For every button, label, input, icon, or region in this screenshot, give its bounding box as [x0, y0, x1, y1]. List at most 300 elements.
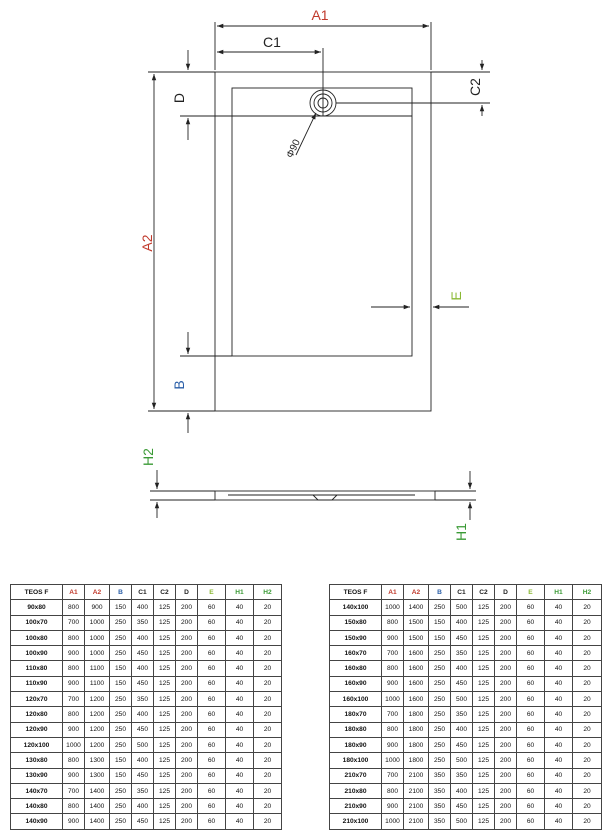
tray-side-profile	[215, 491, 435, 500]
value-cell: 200	[176, 799, 198, 814]
value-cell: 400	[132, 753, 154, 768]
value-cell: 900	[85, 600, 110, 615]
value-cell: 60	[198, 661, 226, 676]
value-cell: 1000	[382, 753, 404, 768]
label-d: D	[171, 92, 187, 104]
value-cell: 20	[573, 783, 602, 798]
value-cell: 125	[154, 768, 176, 783]
value-cell: 150	[429, 615, 451, 630]
value-cell: 200	[176, 630, 198, 645]
table-row	[330, 676, 602, 691]
value-cell: 60	[517, 646, 545, 661]
value-cell: 200	[176, 600, 198, 615]
value-cell: 60	[517, 737, 545, 752]
value-cell: 700	[382, 646, 404, 661]
value-cell: 1000	[85, 646, 110, 661]
value-cell: 200	[176, 615, 198, 630]
value-cell: 1300	[85, 753, 110, 768]
model-cell: 110x90	[11, 676, 63, 691]
value-cell: 125	[154, 661, 176, 676]
value-cell: 125	[473, 783, 495, 798]
value-cell: 40	[545, 722, 573, 737]
value-cell: 250	[429, 707, 451, 722]
value-cell: 20	[254, 692, 282, 707]
value-cell: 1800	[404, 707, 429, 722]
value-cell: 200	[176, 814, 198, 829]
value-cell: 60	[517, 783, 545, 798]
value-cell: 800	[63, 799, 85, 814]
value-cell: 200	[495, 676, 517, 691]
value-cell: 20	[573, 692, 602, 707]
value-cell: 2100	[404, 799, 429, 814]
value-cell: 200	[495, 722, 517, 737]
value-cell: 250	[110, 722, 132, 737]
value-cell: 40	[226, 661, 254, 676]
value-cell: 125	[473, 814, 495, 829]
value-cell: 60	[198, 615, 226, 630]
value-cell: 1100	[85, 661, 110, 676]
table-row	[11, 676, 282, 691]
value-cell: 800	[63, 661, 85, 676]
value-cell: 250	[429, 676, 451, 691]
value-cell: 150	[429, 630, 451, 645]
table-row	[330, 799, 602, 814]
value-cell: 1000	[382, 692, 404, 707]
model-cell: 100x90	[11, 646, 63, 661]
value-cell: 1400	[85, 783, 110, 798]
value-cell: 200	[495, 707, 517, 722]
column-header-b: B	[429, 585, 451, 600]
value-cell: 60	[517, 692, 545, 707]
value-cell: 125	[154, 722, 176, 737]
value-cell: 800	[63, 630, 85, 645]
value-cell: 1200	[85, 722, 110, 737]
value-cell: 200	[176, 661, 198, 676]
value-cell: 40	[545, 615, 573, 630]
value-cell: 1000	[85, 630, 110, 645]
value-cell: 200	[176, 783, 198, 798]
value-cell: 125	[473, 615, 495, 630]
value-cell: 350	[451, 646, 473, 661]
value-cell: 60	[198, 630, 226, 645]
value-cell: 450	[451, 737, 473, 752]
value-cell: 60	[198, 799, 226, 814]
value-cell: 125	[154, 692, 176, 707]
value-cell: 400	[132, 600, 154, 615]
table-row	[330, 600, 602, 615]
table-row	[330, 753, 602, 768]
value-cell: 800	[382, 722, 404, 737]
value-cell: 450	[451, 630, 473, 645]
value-cell: 250	[110, 814, 132, 829]
value-cell: 40	[226, 676, 254, 691]
column-header-h2: H2	[254, 585, 282, 600]
value-cell: 1300	[85, 768, 110, 783]
value-cell: 1000	[382, 814, 404, 829]
value-cell: 40	[545, 676, 573, 691]
model-cell: 120x100	[11, 737, 63, 752]
value-cell: 700	[382, 707, 404, 722]
value-cell: 60	[517, 661, 545, 676]
value-cell: 20	[573, 630, 602, 645]
value-cell: 500	[451, 692, 473, 707]
column-header-h1: H1	[226, 585, 254, 600]
value-cell: 60	[198, 722, 226, 737]
table-row	[11, 692, 282, 707]
value-cell: 250	[110, 630, 132, 645]
table-row	[330, 814, 602, 829]
column-header-c1: C1	[132, 585, 154, 600]
table-row	[11, 661, 282, 676]
model-cell: 140x100	[330, 600, 382, 615]
value-cell: 400	[451, 722, 473, 737]
value-cell: 200	[495, 615, 517, 630]
value-cell: 125	[154, 737, 176, 752]
value-cell: 125	[154, 676, 176, 691]
value-cell: 250	[110, 646, 132, 661]
value-cell: 60	[517, 799, 545, 814]
model-cell: 160x80	[330, 661, 382, 676]
value-cell: 150	[110, 768, 132, 783]
value-cell: 350	[132, 615, 154, 630]
model-cell: 140x70	[11, 783, 63, 798]
value-cell: 350	[451, 707, 473, 722]
value-cell: 20	[573, 722, 602, 737]
value-cell: 200	[495, 646, 517, 661]
value-cell: 40	[226, 768, 254, 783]
value-cell: 20	[573, 646, 602, 661]
value-cell: 40	[226, 692, 254, 707]
model-cell: 160x70	[330, 646, 382, 661]
model-cell: 130x90	[11, 768, 63, 783]
value-cell: 125	[473, 630, 495, 645]
value-cell: 900	[63, 768, 85, 783]
value-cell: 20	[254, 615, 282, 630]
value-cell: 1400	[404, 600, 429, 615]
value-cell: 20	[573, 799, 602, 814]
value-cell: 1000	[63, 737, 85, 752]
value-cell: 250	[110, 799, 132, 814]
value-cell: 200	[495, 753, 517, 768]
value-cell: 60	[198, 600, 226, 615]
value-cell: 200	[176, 753, 198, 768]
model-cell: 120x90	[11, 722, 63, 737]
value-cell: 60	[198, 768, 226, 783]
value-cell: 20	[254, 661, 282, 676]
value-cell: 20	[254, 768, 282, 783]
value-cell: 125	[473, 676, 495, 691]
value-cell: 40	[545, 783, 573, 798]
value-cell: 20	[254, 737, 282, 752]
value-cell: 200	[176, 692, 198, 707]
table-row	[11, 783, 282, 798]
value-cell: 20	[573, 661, 602, 676]
value-cell: 20	[254, 600, 282, 615]
column-header-a1: A1	[63, 585, 85, 600]
value-cell: 200	[495, 600, 517, 615]
model-cell: 210x100	[330, 814, 382, 829]
value-cell: 400	[132, 707, 154, 722]
value-cell: 250	[429, 737, 451, 752]
value-cell: 1400	[85, 814, 110, 829]
value-cell: 450	[451, 799, 473, 814]
value-cell: 250	[110, 737, 132, 752]
value-cell: 60	[517, 630, 545, 645]
value-cell: 125	[154, 783, 176, 798]
value-cell: 800	[63, 707, 85, 722]
value-cell: 40	[226, 753, 254, 768]
value-cell: 40	[226, 814, 254, 829]
value-cell: 20	[573, 768, 602, 783]
value-cell: 60	[198, 814, 226, 829]
value-cell: 60	[517, 753, 545, 768]
model-cell: 150x90	[330, 630, 382, 645]
value-cell: 125	[154, 600, 176, 615]
value-cell: 150	[110, 753, 132, 768]
value-cell: 20	[254, 753, 282, 768]
value-cell: 1600	[404, 661, 429, 676]
column-header-h2: H2	[573, 585, 602, 600]
value-cell: 60	[198, 707, 226, 722]
model-cell: 90x80	[11, 600, 63, 615]
value-cell: 20	[573, 615, 602, 630]
value-cell: 60	[517, 600, 545, 615]
value-cell: 2100	[404, 768, 429, 783]
table-row	[11, 814, 282, 829]
value-cell: 20	[254, 707, 282, 722]
model-cell: 210x90	[330, 799, 382, 814]
table-row	[330, 722, 602, 737]
value-cell: 60	[198, 737, 226, 752]
value-cell: 2100	[404, 814, 429, 829]
table-row	[11, 737, 282, 752]
model-cell: 160x100	[330, 692, 382, 707]
table-row	[330, 768, 602, 783]
value-cell: 125	[473, 768, 495, 783]
value-cell: 60	[517, 615, 545, 630]
value-cell: 900	[63, 676, 85, 691]
column-header-c2: C2	[154, 585, 176, 600]
column-header-teos-f: TEOS F	[330, 585, 382, 600]
value-cell: 125	[154, 799, 176, 814]
value-cell: 1600	[404, 692, 429, 707]
value-cell: 150	[110, 661, 132, 676]
table-row	[330, 692, 602, 707]
table-header-row	[330, 585, 602, 600]
column-header-b: B	[110, 585, 132, 600]
value-cell: 250	[429, 661, 451, 676]
value-cell: 400	[451, 615, 473, 630]
value-cell: 1500	[404, 615, 429, 630]
value-cell: 20	[254, 630, 282, 645]
model-cell: 130x80	[11, 753, 63, 768]
value-cell: 60	[198, 676, 226, 691]
value-cell: 200	[176, 768, 198, 783]
model-cell: 160x90	[330, 676, 382, 691]
value-cell: 40	[545, 737, 573, 752]
value-cell: 800	[382, 783, 404, 798]
value-cell: 500	[451, 753, 473, 768]
value-cell: 125	[473, 707, 495, 722]
value-cell: 20	[254, 814, 282, 829]
value-cell: 125	[473, 692, 495, 707]
table-row	[11, 753, 282, 768]
value-cell: 125	[154, 630, 176, 645]
value-cell: 900	[63, 722, 85, 737]
value-cell: 700	[63, 615, 85, 630]
value-cell: 40	[226, 737, 254, 752]
value-cell: 400	[132, 799, 154, 814]
value-cell: 350	[429, 799, 451, 814]
column-header-d: D	[495, 585, 517, 600]
column-header-a1: A1	[382, 585, 404, 600]
value-cell: 125	[473, 646, 495, 661]
value-cell: 40	[545, 646, 573, 661]
value-cell: 250	[429, 722, 451, 737]
value-cell: 40	[545, 753, 573, 768]
value-cell: 1600	[404, 676, 429, 691]
value-cell: 1400	[85, 799, 110, 814]
label-diameter: Φ90	[284, 137, 303, 160]
value-cell: 20	[254, 646, 282, 661]
dimensions-table-right	[329, 584, 602, 830]
model-cell: 100x80	[11, 630, 63, 645]
column-header-a2: A2	[404, 585, 429, 600]
table-row	[330, 737, 602, 752]
value-cell: 250	[429, 646, 451, 661]
value-cell: 20	[254, 799, 282, 814]
column-header-teos-f: TEOS F	[11, 585, 63, 600]
label-e: E	[448, 291, 464, 301]
value-cell: 200	[495, 692, 517, 707]
value-cell: 60	[198, 753, 226, 768]
value-cell: 200	[176, 737, 198, 752]
tray-outline	[215, 72, 431, 411]
value-cell: 2100	[404, 783, 429, 798]
value-cell: 40	[226, 783, 254, 798]
value-cell: 900	[382, 799, 404, 814]
value-cell: 450	[451, 676, 473, 691]
value-cell: 400	[451, 783, 473, 798]
value-cell: 1600	[404, 646, 429, 661]
label-c2: C2	[467, 78, 483, 96]
value-cell: 125	[154, 707, 176, 722]
value-cell: 450	[132, 814, 154, 829]
label-a1: A1	[311, 7, 329, 23]
value-cell: 450	[132, 722, 154, 737]
value-cell: 200	[495, 737, 517, 752]
value-cell: 900	[382, 630, 404, 645]
value-cell: 60	[517, 707, 545, 722]
value-cell: 250	[110, 615, 132, 630]
inner-channel	[232, 88, 412, 356]
value-cell: 40	[545, 799, 573, 814]
value-cell: 350	[451, 768, 473, 783]
table-row	[11, 722, 282, 737]
value-cell: 1200	[85, 737, 110, 752]
model-cell: 120x80	[11, 707, 63, 722]
value-cell: 350	[429, 768, 451, 783]
value-cell: 40	[545, 661, 573, 676]
table-row	[330, 661, 602, 676]
label-b: B	[171, 380, 187, 390]
value-cell: 1800	[404, 753, 429, 768]
value-cell: 250	[110, 783, 132, 798]
column-header-c2: C2	[473, 585, 495, 600]
column-header-h1: H1	[545, 585, 573, 600]
value-cell: 250	[429, 600, 451, 615]
value-cell: 60	[198, 692, 226, 707]
column-header-e: E	[517, 585, 545, 600]
value-cell: 450	[132, 646, 154, 661]
label-h2: H2	[140, 448, 156, 466]
value-cell: 125	[154, 646, 176, 661]
label-a2: A2	[139, 234, 155, 252]
value-cell: 125	[473, 753, 495, 768]
value-cell: 40	[226, 722, 254, 737]
label-c1: C1	[263, 34, 281, 50]
table-row	[330, 707, 602, 722]
column-header-d: D	[176, 585, 198, 600]
value-cell: 125	[473, 722, 495, 737]
value-cell: 250	[429, 692, 451, 707]
value-cell: 900	[63, 646, 85, 661]
model-cell: 120x70	[11, 692, 63, 707]
table-row	[11, 615, 282, 630]
value-cell: 40	[545, 707, 573, 722]
value-cell: 125	[154, 814, 176, 829]
model-cell: 140x80	[11, 799, 63, 814]
model-cell: 210x80	[330, 783, 382, 798]
value-cell: 40	[545, 630, 573, 645]
value-cell: 1800	[404, 722, 429, 737]
model-cell: 180x70	[330, 707, 382, 722]
value-cell: 200	[495, 630, 517, 645]
value-cell: 350	[132, 692, 154, 707]
value-cell: 40	[545, 600, 573, 615]
value-cell: 200	[176, 722, 198, 737]
value-cell: 800	[63, 600, 85, 615]
value-cell: 1800	[404, 737, 429, 752]
value-cell: 40	[545, 692, 573, 707]
value-cell: 40	[226, 799, 254, 814]
table-row	[330, 615, 602, 630]
table-row	[330, 630, 602, 645]
value-cell: 60	[198, 783, 226, 798]
value-cell: 1000	[382, 600, 404, 615]
value-cell: 60	[517, 768, 545, 783]
model-cell: 100x70	[11, 615, 63, 630]
value-cell: 800	[63, 753, 85, 768]
value-cell: 20	[573, 814, 602, 829]
value-cell: 900	[382, 737, 404, 752]
table-row	[11, 768, 282, 783]
value-cell: 200	[495, 661, 517, 676]
value-cell: 1500	[404, 630, 429, 645]
value-cell: 350	[429, 814, 451, 829]
dimensions-table-left	[10, 584, 282, 830]
column-header-c1: C1	[451, 585, 473, 600]
value-cell: 200	[176, 646, 198, 661]
value-cell: 700	[63, 692, 85, 707]
value-cell: 1200	[85, 692, 110, 707]
table-row	[330, 646, 602, 661]
value-cell: 20	[254, 722, 282, 737]
value-cell: 200	[495, 814, 517, 829]
value-cell: 125	[154, 753, 176, 768]
value-cell: 800	[382, 661, 404, 676]
value-cell: 40	[226, 630, 254, 645]
